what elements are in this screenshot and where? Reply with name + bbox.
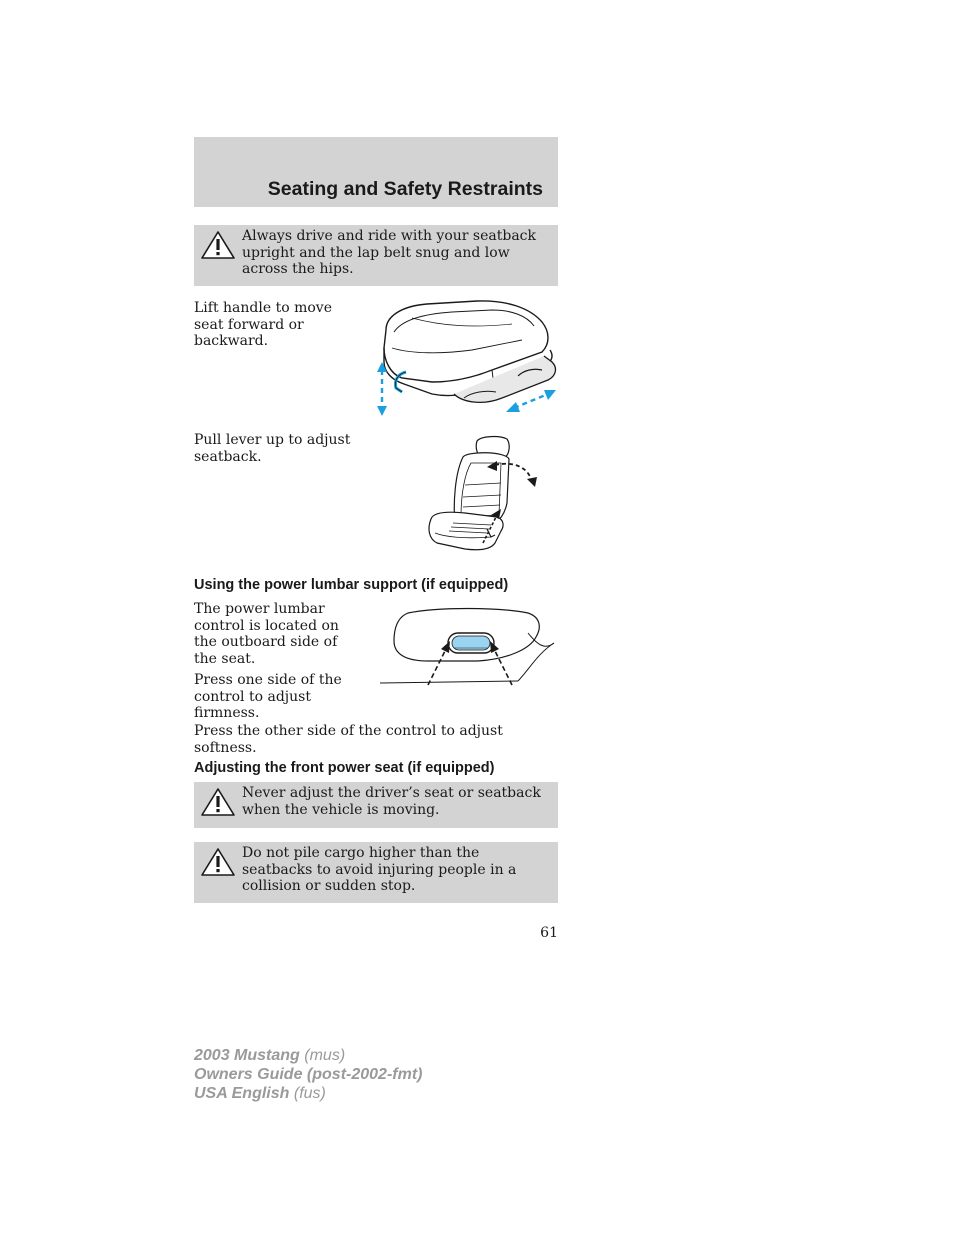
lumbar-control-illustration: [378, 603, 558, 692]
footer-model: 2003 Mustang: [194, 1047, 300, 1064]
seatback-recline-illustration: [425, 433, 545, 560]
section-title: Seating and Safety Restraints: [267, 178, 543, 200]
warning-box-moving-vehicle: [194, 782, 558, 828]
warning-text: Never adjust the driver’s seat or seatback when the vehicle is moving.: [242, 785, 541, 818]
footer-language-code: (fus): [293, 1085, 326, 1102]
footer-line-guide: Owners Guide (post-2002-fmt): [194, 1066, 423, 1083]
warning-triangle-icon: [200, 847, 236, 881]
footer-line-model: [194, 1046, 422, 1065]
warning-text: Do not pile cargo higher than the seatbacks to avoid injuring people in a collision or sudden stop.: [242, 845, 517, 894]
footer-line-language: [194, 1084, 422, 1103]
footer-model-code: (mus): [304, 1047, 346, 1064]
warning-text: Always drive and ride with your seatback upright and the lap belt snug and low across the hips.: [242, 228, 537, 277]
document-footer: [194, 1046, 422, 1103]
pull-lever-instruction: Pull lever up to adjust seatback.: [194, 432, 351, 465]
section-header-band: [194, 137, 558, 207]
warning-triangle-icon: [200, 230, 236, 264]
lumbar-firmness-text: Press one side of the control to adjust firmness.: [194, 672, 342, 721]
warning-box-cargo: [194, 842, 558, 903]
seat-cushion-illustration: [372, 298, 562, 425]
warning-triangle-icon: [200, 787, 236, 821]
lumbar-softness-text: Press the other side of the control to adjust softness.: [194, 723, 503, 756]
page-number: 61: [540, 925, 558, 941]
lumbar-location-text: The power lumbar control is located on the outboard side of the seat.: [194, 601, 339, 667]
warning-box-seatback: [194, 225, 558, 286]
lift-handle-instruction: Lift handle to move seat forward or backward.: [194, 300, 332, 349]
lumbar-support-heading: Using the power lumbar support (if equipped): [194, 577, 509, 593]
power-seat-heading: Adjusting the front power seat (if equipped): [194, 760, 495, 776]
footer-language: USA English: [194, 1085, 290, 1102]
